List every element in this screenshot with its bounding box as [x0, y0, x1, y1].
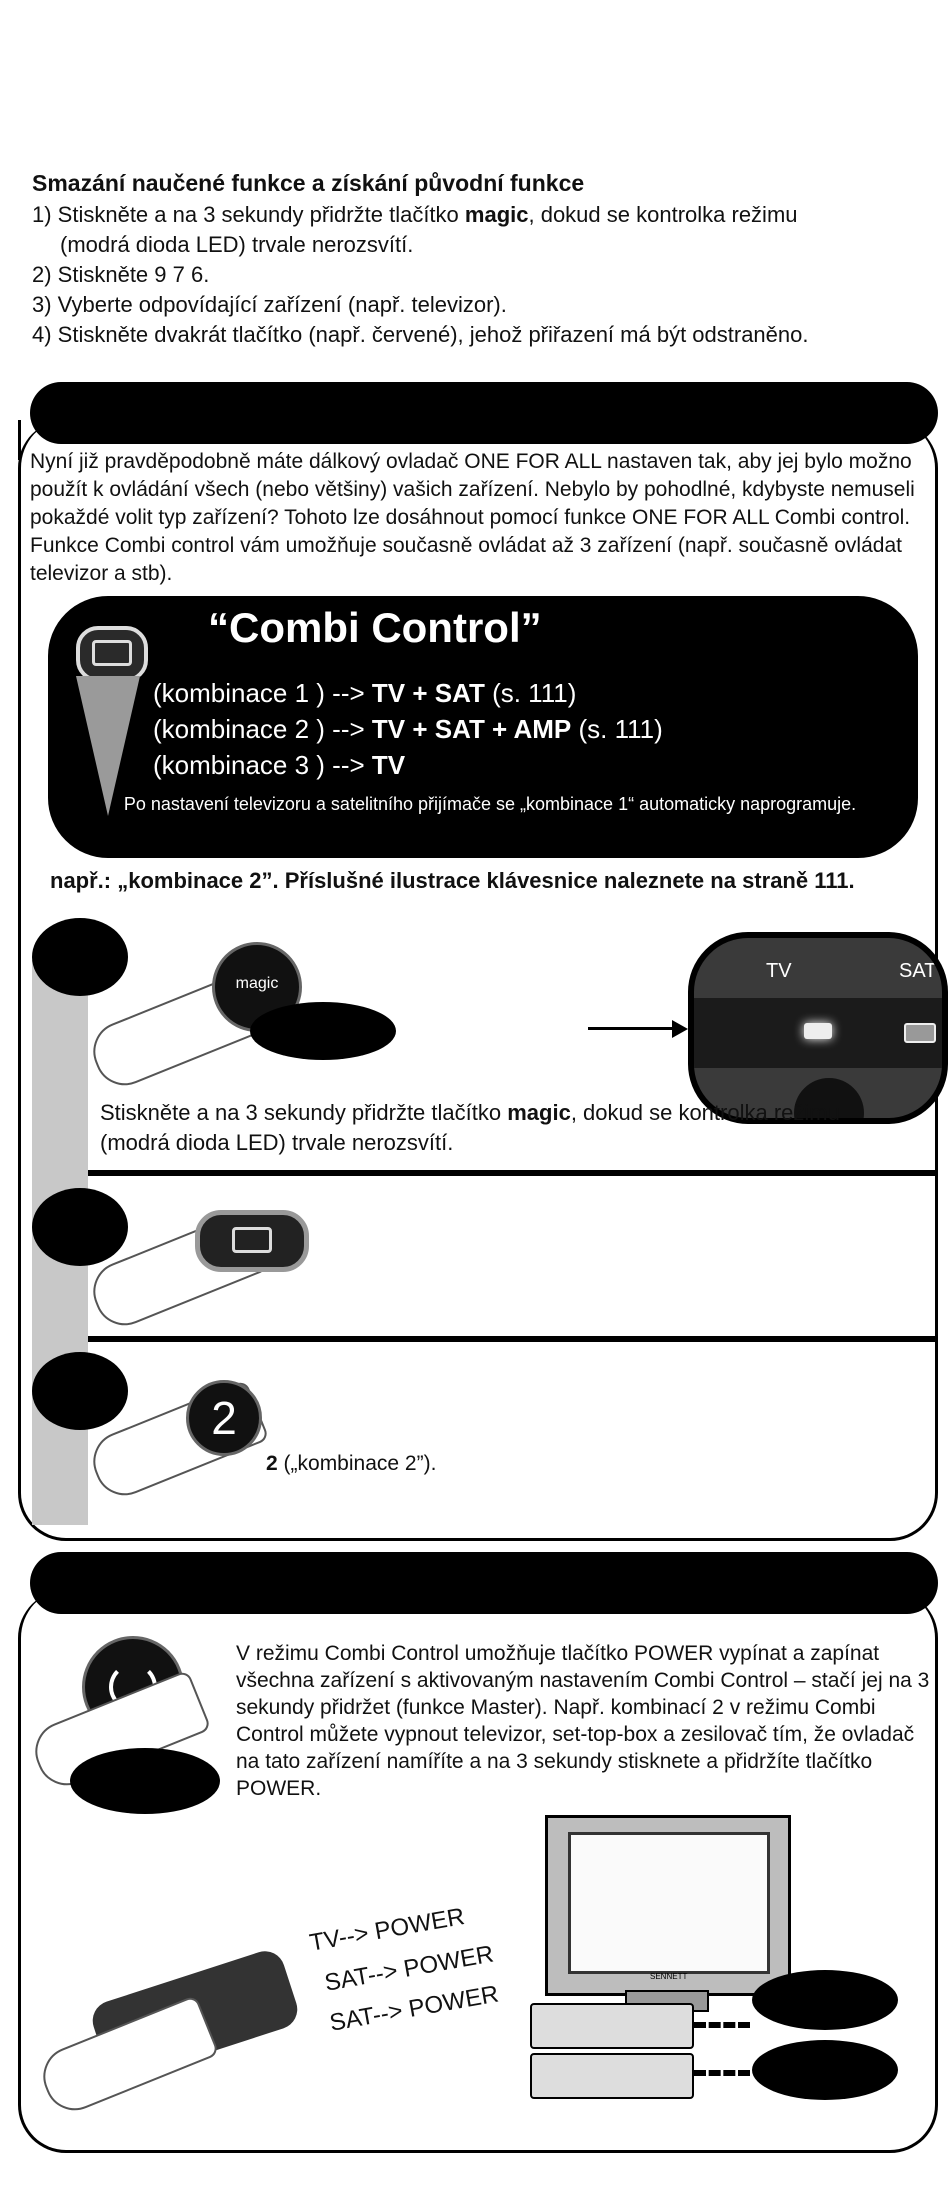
- magic-button-label: magic: [235, 975, 279, 992]
- combi-line-1: [153, 678, 576, 709]
- signal-sat-power-2: SAT--> POWER: [327, 1980, 501, 2037]
- frame-left-edge: [18, 420, 21, 460]
- step-3-marker: [32, 1352, 128, 1430]
- signal-sat-power-1: SAT--> POWER: [322, 1940, 496, 1997]
- led-zoom-view: [688, 932, 948, 1124]
- combi-box-note: Po nastavení televizoru a satelitního přijímače se „kombinace 1“ automaticky naprogramuje.: [123, 794, 857, 814]
- combi-step-1-cont: (modrá dioda LED) trvale nerozsvítí.: [100, 1130, 454, 1155]
- zoom-tv-label: TV: [766, 960, 792, 982]
- delete-section-title: Smazání naučené funkce a získání původní funkce: [32, 170, 585, 196]
- step-2-marker: [32, 1188, 128, 1266]
- step-divider-1: [88, 1170, 938, 1176]
- delete-step-1-bold: magic: [464, 202, 529, 227]
- combi-intro-text: Nyní již pravděpodobně máte dálkový ovladač ONE FOR ALL nastaven tak, aby jej bylo možno použít k ovládání všech (nebo většiny) vašich zařízení. Nebylo by pohodlné, kdybyste nemuseli pokaždé volit typ zařízení? Tohoto lze dosáhnout pomocí funkce ONE FOR ALL Combi control. Funkce Combi control vám umožňuje současně ovládat až 3 zařízení (např. současně ovládat televizor a stb).: [30, 450, 915, 585]
- combi-line-3-pre: (kombinace 3 ) -->: [153, 750, 372, 780]
- combi-example-text: např.: „kombinace 2”. Příslušné ilustrace klávesnice naleznete na straně 111.: [50, 868, 855, 893]
- combi-step-1-post: , dokud se kontrolka režimu: [570, 1100, 840, 1125]
- combi-button-icon-2-inner: [232, 1227, 272, 1253]
- combi-step-3-rest: („kombinace 2”).: [277, 1452, 437, 1475]
- combi-step-1-pre: Stiskněte a na 3 sekundy přidržte tlačítko: [100, 1100, 508, 1125]
- combi-button-icon: [76, 626, 148, 682]
- tv-illustration: [545, 1815, 791, 1996]
- power-description: V režimu Combi Control umožňuje tlačítko POWER vypínat a zapínat všechna zařízení s aktivovaným nastavením Combi Control – stačí jej na 3 sekundy přidržet (funkce Master). Např. kombinací 2 v režimu Combi Control můžete vypnout televizor, set-top-box a zesilovač tím, že ovladač na tato zařízení namíříte a na 3 sekundy stisknete a přidržíte tlačítko POWER.: [236, 1642, 930, 1800]
- combi-step-3-text: [266, 1452, 436, 1476]
- device-callout-oval-2: [752, 2040, 898, 2100]
- settop-box-2: [530, 2053, 694, 2099]
- power-callout-oval: [70, 1748, 220, 1814]
- settop-box-1: [530, 2003, 694, 2049]
- combi-step-1-bold: magic: [507, 1100, 571, 1125]
- delete-step-1-pre: 1) Stiskněte a na 3 sekundy přidržte tlačítko: [32, 202, 465, 227]
- combi-line-2-post: (s. 111): [571, 714, 663, 744]
- tv-led-icon: [804, 1023, 832, 1039]
- combi-line-1-bold: TV + SAT: [371, 678, 485, 708]
- step-1-callout-oval: [250, 1002, 396, 1060]
- number-2-button: 2: [186, 1380, 262, 1456]
- combi-step-1-text: [100, 1098, 940, 1128]
- delete-step-3: 3) Vyberte odpovídající zařízení (např. televizor).: [32, 292, 507, 317]
- delete-step-4: 4) Stiskněte dvakrát tlačítko (např. červené), jehož přiřazení má být odstraněno.: [32, 322, 809, 347]
- delete-steps-list: [32, 200, 912, 350]
- device-callout-oval-1: [752, 1970, 898, 2030]
- combi-line-3: [153, 750, 405, 781]
- arrow-line: [588, 1027, 678, 1030]
- delete-step-1-cont: (modrá dioda LED) trvale nerozsvítí.: [60, 232, 414, 257]
- dash-line-2: [694, 2070, 750, 2082]
- tv-screen: [568, 1832, 770, 1974]
- combi-line-2-bold: TV + SAT + AMP: [371, 714, 572, 744]
- delete-step-1: [32, 200, 912, 230]
- dash-line-1: [694, 2022, 750, 2034]
- signal-tv-power: TV--> POWER: [307, 1903, 467, 1957]
- combi-line-3-bold: TV: [371, 750, 406, 780]
- delete-step-1-post: , dokud se kontrolka režimu: [528, 202, 798, 227]
- combi-box-title: “Combi Control”: [208, 604, 542, 651]
- combi-control-box: [48, 596, 918, 858]
- sat-led-icon: [904, 1023, 936, 1043]
- step-1-marker: [32, 918, 128, 996]
- combi-button-icon-2: [195, 1210, 309, 1272]
- combi-step-3-bold: 2: [266, 1452, 278, 1475]
- zoom-sat-label: SAT: [899, 960, 937, 982]
- combi-line-1-pre: (kombinace 1 ) -->: [153, 678, 372, 708]
- arrow-right-icon: [672, 1020, 688, 1038]
- step-divider-2: [88, 1336, 938, 1342]
- combi-line-1-post: (s. 111): [484, 678, 577, 708]
- combi-line-2-pre: (kombinace 2 ) -->: [153, 714, 372, 744]
- combi-button-icon-inner: [92, 640, 132, 666]
- delete-step-2: 2) Stiskněte 9 7 6.: [32, 262, 210, 287]
- combi-line-2: [153, 714, 663, 745]
- tv-brand: SENNETT: [650, 1972, 688, 1981]
